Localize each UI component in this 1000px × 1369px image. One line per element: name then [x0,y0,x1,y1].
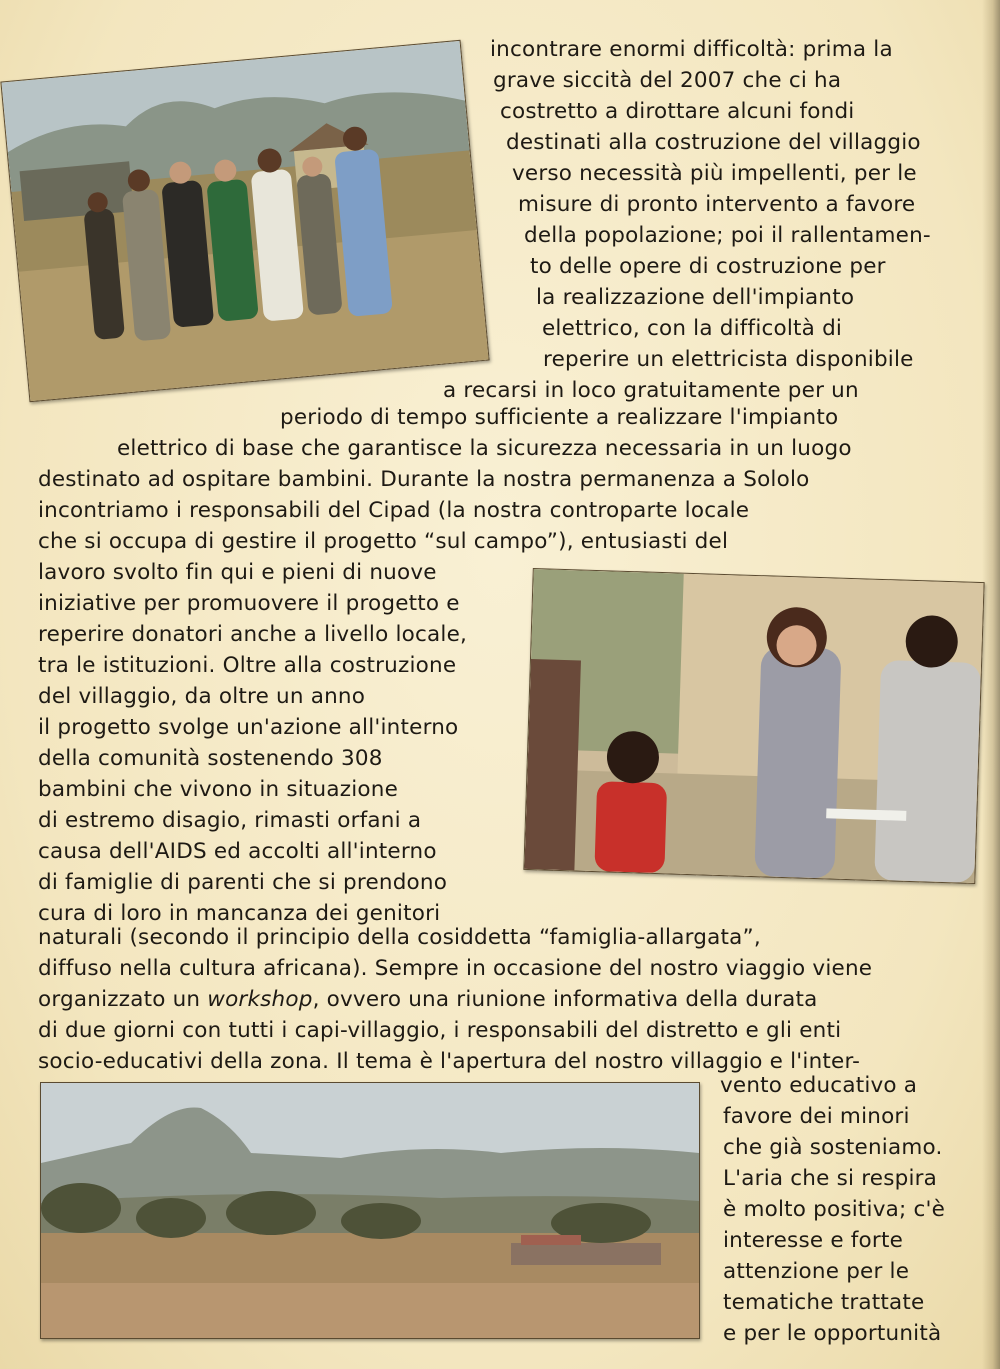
article-line: vento educativo a [720,1073,918,1098]
article-line: costretto a dirottare alcuni fondi [500,99,855,124]
article-line: a recarsi in loco gratuitamente per un [443,378,859,403]
article-line: e per le opportunità [723,1321,942,1346]
article-line: attenzione per le [723,1259,910,1284]
article-line: diffuso nella cultura africana). Sempre in occasione del nostro viaggio viene [38,956,873,981]
article-line: L'aria che si respira [723,1166,938,1191]
article-line: naturali (secondo il principio della cosiddetta “famiglia-allargata”, [38,925,761,950]
page-fold-shadow [982,0,1000,1369]
article-line: della popolazione; poi il rallentamen- [524,223,931,248]
article-line-workshop [38,986,818,1014]
article-line: elettrico, con la difficoltà di [542,316,843,341]
article-line: elettrico di base che garantisce la sicurezza necessaria in un luogo [117,436,852,461]
article-line: lavoro svolto fin qui e pieni di nuove [38,560,437,585]
article-line: reperire un elettricista disponibile [543,347,914,372]
children-photo-icon [524,569,983,883]
children-photo [523,568,984,884]
article-line: destinato ad ospitare bambini. Durante la nostra permanenza a Sololo [38,467,810,492]
article-line: reperire donatori anche a livello locale, [38,622,468,647]
article-line: è molto positiva; c'è [723,1197,946,1222]
group-photo [0,40,489,403]
article-line: di due giorni con tutti i capi-villaggio, i responsabili del distretto e gli enti [38,1018,842,1043]
landscape-photo-icon [41,1083,699,1338]
workshop-emphasis: workshop [207,987,313,1012]
article-line: causa dell'AIDS ed accolti all'interno [38,839,437,864]
article-line: tematiche trattate [723,1290,925,1315]
article-line: interesse e forte [723,1228,903,1253]
article-line: il progetto svolge un'azione all'interno [38,715,459,740]
article-line: di estremo disagio, rimasti orfani a [38,808,422,833]
article-line: to delle opere di costruzione per [530,254,886,279]
workshop-line-before: organizzato un [38,987,208,1012]
workshop-line-after: , ovvero una riunione informativa della durata [312,987,818,1012]
article-line: che si occupa di gestire il progetto “sul campo”), entusiasti del [38,529,729,554]
article-line: bambini che vivono in situazione [38,777,399,802]
article-line: favore dei minori [723,1104,910,1129]
article-line: verso necessità più impellenti, per le [512,161,917,186]
article-line: socio-educativi della zona. Il tema è l'apertura del nostro villaggio e l'inter- [38,1049,861,1074]
article-line: che già sosteniamo. [723,1135,943,1160]
article-line: misure di pronto intervento a favore [518,192,916,217]
article-line: del villaggio, da oltre un anno [38,684,366,709]
group-photo-icon [1,41,488,401]
article-line: cura di loro in mancanza dei genitori [38,901,441,926]
article-line: incontriamo i responsabili del Cipad (la nostra controparte locale [38,498,750,523]
article-line: periodo di tempo sufficiente a realizzare l'impianto [280,405,839,430]
landscape-photo [40,1082,700,1339]
article-line: incontrare enormi difficoltà: prima la [490,37,893,62]
article-line: iniziative per promuovere il progetto e [38,591,460,616]
article-line: di famiglie di parenti che si prendono [38,870,448,895]
article-line: destinati alla costruzione del villaggio [506,130,921,155]
article-line: la realizzazione dell'impianto [536,285,855,310]
article-line: tra le istituzioni. Oltre alla costruzione [38,653,457,678]
article-line: della comunità sostenendo 308 [38,746,383,771]
article-line: grave siccità del 2007 che ci ha [493,68,842,93]
